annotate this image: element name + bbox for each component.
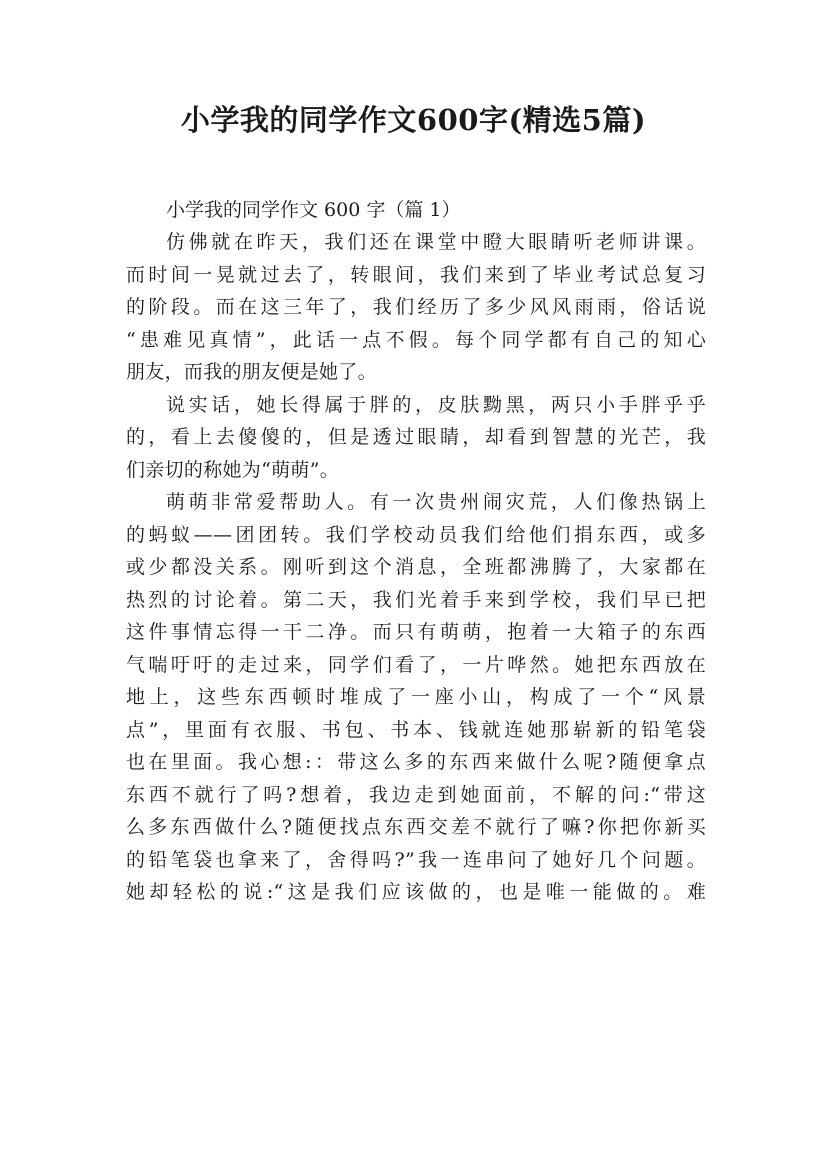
text-line: 仿佛就在昨天，我们还在课堂中瞪大眼睛听老师讲课。 bbox=[166, 231, 706, 253]
paragraph-2 bbox=[126, 389, 706, 487]
text-line: 东西不就行了吗?想着，我边走到她面前，不解的问:“带这 bbox=[126, 783, 706, 806]
document-body bbox=[126, 194, 706, 909]
text-line: 们亲切的称她为“萌萌”。 bbox=[126, 458, 340, 481]
text-line: 地上，这些东西顿时堆成了一座小山，构成了一个“风景 bbox=[126, 686, 706, 708]
paragraph-1 bbox=[126, 226, 706, 389]
text-line: 她却轻松的说:“这是我们应该做的，也是唯一能做的。难 bbox=[126, 881, 706, 903]
text-line: 而时间一晃就过去了，转眼间，我们来到了毕业考试总复习 bbox=[126, 263, 706, 286]
paragraph-3 bbox=[126, 486, 706, 909]
text-line: 的阶段。而在这三年了，我们经历了多少风风雨雨，俗话说 bbox=[126, 296, 706, 318]
text-line: 的，看上去傻傻的，但是透过眼睛，却看到智慧的光芒，我 bbox=[126, 426, 706, 448]
text-line: 或少都没关系。刚听到这个消息，全班都沸腾了，大家都在 bbox=[126, 556, 706, 578]
section-heading: 小学我的同学作文 600 字（篇 1） bbox=[166, 199, 461, 221]
text-line: “患难见真情”，此话一点不假。每个同学都有自己的知心 bbox=[126, 328, 706, 351]
text-line: 气喘吁吁的走过来，同学们看了，一片哗然。她把东西放在 bbox=[126, 653, 706, 676]
text-line: 说实话，她长得属于胖的，皮肤黝黑，两只小手胖乎乎 bbox=[166, 393, 706, 416]
text-line: 萌萌非常爱帮助人。有一次贵州闹灾荒，人们像热锅上 bbox=[166, 491, 706, 513]
document-title: 小学我的同学作文600字(精选5篇) bbox=[180, 103, 647, 137]
text-line: 么多东西做什么?随便找点东西交差不就行了嘛?你把你新买 bbox=[126, 816, 706, 838]
text-line: 热烈的讨论着。第二天，我们光着手来到学校，我们早已把 bbox=[126, 588, 706, 611]
text-line: 的铅笔袋也拿来了，舍得吗?”我一连串问了她好几个问题。 bbox=[126, 848, 706, 871]
text-line: 朋友，而我的朋友便是她了。 bbox=[126, 361, 377, 383]
text-line: 这件事情忘得一干二净。而只有萌萌，抱着一大箱子的东西 bbox=[126, 621, 706, 643]
text-line: 的蚂蚁——团团转。我们学校动员我们给他们捐东西，或多 bbox=[126, 523, 706, 546]
text-line: 也在里面。我心想:：带这么多的东西来做什么呢?随便拿点 bbox=[126, 751, 706, 773]
text-line: 点”，里面有衣服、书包、书本、钱就连她那崭新的铅笔袋 bbox=[126, 718, 706, 741]
